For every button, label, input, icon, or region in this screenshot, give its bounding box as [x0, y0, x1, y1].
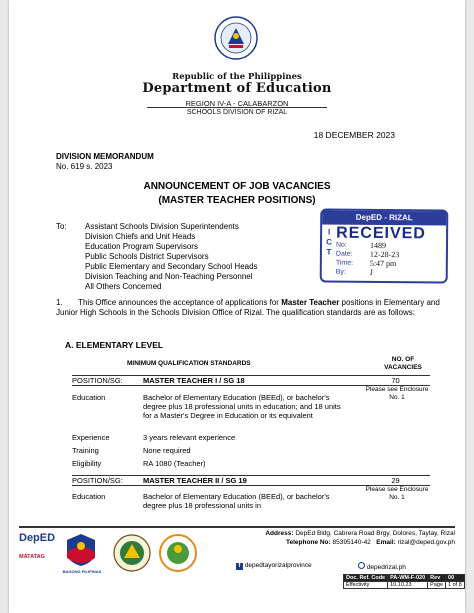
vacancies-header: NO. OF VACANCIES — [384, 356, 422, 371]
recipient: Division Chiefs and Unit Heads — [85, 232, 196, 241]
paragraph-text-1: This Office announces the acceptance of applications for — [78, 298, 279, 307]
phone-label: Telephone No: — [286, 539, 331, 546]
department-name: Department of Education — [142, 81, 332, 96]
table-row — [344, 582, 465, 589]
footer-address — [265, 530, 455, 537]
eligibility-label: Eligibility — [72, 459, 102, 468]
recipient: Public Elementary and Secondary School Heads — [85, 262, 258, 271]
stamp-by-label: By: — [335, 268, 346, 276]
stamp-time-label: Time: — [335, 259, 354, 267]
effectivity-label: Effectivity — [344, 582, 388, 589]
education-value: Bachelor of Elementary Education (BEEd), or bachelor's degree plus 18 professional units in — [143, 492, 330, 510]
page-value: 1 of 8 — [446, 582, 465, 589]
eligibility-value: RA 1080 (Teacher) — [143, 459, 206, 468]
deped-logo-text: DepED — [19, 532, 56, 544]
recipient: Assistant Schools Division Superintendents — [85, 222, 239, 231]
facebook-icon: f — [236, 563, 243, 570]
recipient: Division Teaching and Non-Teaching Personnel — [85, 272, 253, 281]
position-label: POSITION/SG: — [72, 376, 123, 385]
to-label: To: — [56, 222, 67, 231]
title-line-2: (MASTER TEACHER POSITIONS) — [158, 195, 316, 206]
social-link[interactable] — [236, 562, 312, 570]
qualification-header: MINIMUM QUALIFICATION STANDARDS — [127, 360, 251, 367]
page-label: Page — [428, 582, 446, 589]
training-label: Training — [72, 446, 99, 455]
stamp-date-value: 12-28-23 — [369, 249, 400, 260]
received-stamp — [320, 208, 449, 283]
bagong-pilipinas-logo-icon — [64, 532, 98, 568]
social-handle: depedtayorizalprovince — [244, 562, 312, 569]
footer-divider — [19, 526, 455, 528]
address-value: DepEd Bldg. Cabrera Road Brgy. Dolores, Taytay, Rizal — [295, 530, 455, 537]
experience-label: Experience — [72, 433, 110, 442]
recipient-list — [85, 222, 258, 292]
stamp-by-value: J — [369, 267, 373, 277]
website-url: depedrizal.ph — [366, 564, 406, 571]
vacancy-count: 70 — [391, 376, 400, 385]
education-value: Bachelor of Elementary Education (BEEd), or bachelor's degree plus 18 professional units in education; and 18 units for a Master's Degree in Education or its equivalent — [143, 393, 341, 420]
recipient: Education Program Supervisors — [85, 242, 198, 251]
memo-label: DIVISION MEMORANDUM — [56, 152, 154, 161]
globe-icon — [358, 562, 365, 569]
experience-value: 3 years relevant experience — [143, 433, 236, 442]
stamp-time-value: 5:47 pm — [369, 258, 397, 269]
training-value: None required — [143, 446, 191, 455]
memo-number: No. 619 s. 2023 — [56, 162, 113, 171]
stamp-no-label: No: — [335, 241, 347, 249]
education-label: Education — [72, 393, 106, 402]
matatag-text: MATATAG — [19, 554, 45, 560]
website-link[interactable] — [358, 562, 406, 571]
paragraph-number: 1. — [56, 298, 63, 307]
memo-date: 18 DECEMBER 2023 — [313, 130, 395, 140]
republic-line: Republic of the Philippines — [172, 72, 302, 82]
stamp-no-value: 1489 — [369, 240, 387, 251]
division-line: SCHOOLS DIVISION OF RIZAL — [186, 109, 288, 116]
position-value: MASTER TEACHER II / SG 19 — [143, 476, 247, 485]
footer-contact — [286, 539, 455, 546]
position-value: MASTER TEACHER I / SG 18 — [143, 376, 245, 385]
title-line-1: ANNOUNCEMENT OF JOB VACANCIES — [143, 181, 331, 192]
stamp-side-text: I C T — [326, 227, 332, 257]
stamp-received: RECEIVED — [336, 224, 426, 243]
intro-paragraph — [56, 298, 446, 318]
email-value: rizal@deped.gov.ph — [397, 539, 455, 546]
email-label: Email: — [376, 539, 396, 546]
document-page — [9, 0, 465, 613]
document-ref-table — [343, 574, 465, 589]
position-label: POSITION/SG: — [72, 476, 123, 485]
doc-ref-code: PA-WM-F-020 — [388, 575, 428, 582]
recipient: Public Schools District Supervisors — [85, 252, 209, 261]
sdo-rizal-logo-icon — [159, 534, 197, 572]
doc-ref-label: Doc. Ref. Code — [344, 575, 388, 582]
paragraph-bold: Master Teacher — [281, 298, 340, 307]
section-heading: A. ELEMENTARY LEVEL — [65, 340, 164, 350]
vacancy-note: Please see Enclosure No. 1 — [365, 486, 429, 501]
division-rizal-seal-icon — [113, 534, 151, 572]
stamp-date-label: Date: — [335, 250, 353, 258]
rev-value: 00 — [446, 575, 465, 582]
paragraph-text-2: positions in Elementary and Junior High Schools in the Schools Division Office of Rizal. The qualification standards are as follows: — [56, 298, 440, 317]
recipient: All Others Concerned — [85, 282, 162, 291]
address-label: Address: — [265, 530, 294, 537]
education-label: Education — [72, 492, 106, 501]
phone-value: 85395140-42 — [332, 539, 371, 546]
bagong-pilipinas-text: BAGONG PILIPINAS — [62, 569, 102, 574]
vacancy-note: Please see Enclosure No. 1 — [365, 386, 429, 401]
effectivity-date: 10.10.23 — [388, 582, 428, 589]
deped-seal-icon — [214, 16, 258, 60]
region-line: REGION IV-A - CALABARZON — [185, 99, 289, 108]
stamp-header: DepED - RIZAL — [322, 210, 446, 225]
table-row — [344, 575, 465, 582]
rev-label: Rev — [428, 575, 446, 582]
deped-logo — [19, 532, 59, 572]
vacancy-count: 29 — [391, 476, 400, 485]
